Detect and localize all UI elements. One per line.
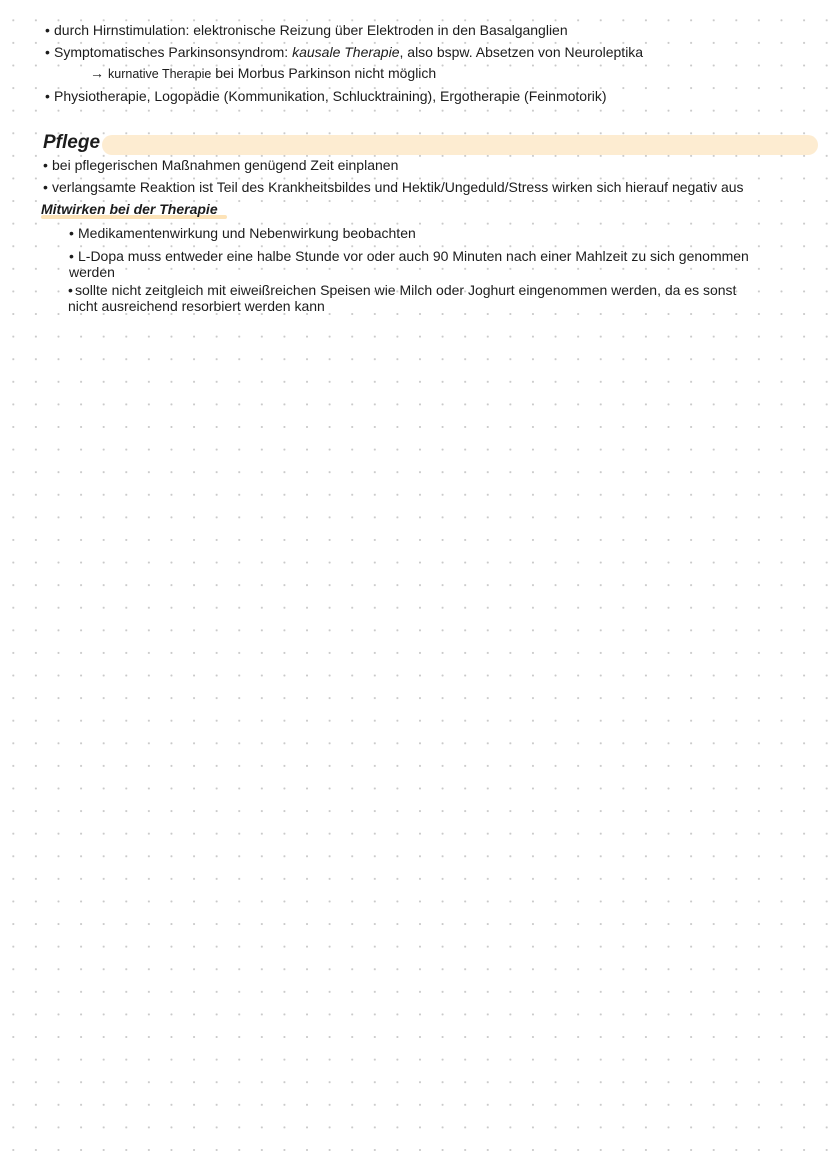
list-item [43,179,744,196]
list-item [45,88,607,105]
list-item [69,248,749,265]
pflege-item-text: verlangsamte Reaktion ist Teil des Krankheitsbildes und Hektik/Ungeduld/Stress wirken sich hierauf negativ aus [52,179,744,195]
bullet: • [45,22,50,38]
mitwirken-item-text: sollte nicht zeitgleich mit eiweißreichen Speisen wie Milch oder Joghurt eingenommen werden, da es sonst [75,282,737,298]
list-item [69,225,416,242]
list-item [45,22,568,39]
pflege-item-text: bei pflegerischen Maßnahmen genügend Zeit einplanen [52,157,399,173]
mitwirken-item-text: Medikamentenwirkung und Nebenwirkung beobachten [78,225,416,241]
bullet: • [43,179,48,195]
therapy-item-text: Symptomatisches Parkinsonsyndrom: [54,44,293,60]
therapy-item-text: , also bspw. Absetzen von Neuroleptika [399,44,644,60]
bullet: • [68,282,73,298]
therapy-item-text: durch Hirnstimulation: elektronische Reizung über Elektroden in den Basalganglien [54,22,568,38]
list-item-continuation: werden [69,264,115,280]
list-item [45,44,643,61]
right-arrow-icon: → [90,65,104,81]
subheading-mitwirken: Mitwirken bei der Therapie [41,201,218,217]
section-heading-pflege: Pflege [43,132,101,153]
arrow-note-text: bei Morbus Parkinson nicht möglich [211,65,437,81]
arrow-note-small-text: kurnative Therapie [108,67,212,81]
list-item-continuation: nicht ausreichend resorbiert werden kann [68,298,325,314]
bullet: • [69,248,74,264]
bullet: • [43,157,48,173]
arrow-note [90,65,436,83]
bullet: • [45,44,50,60]
list-item [68,282,736,299]
therapy-item-emphasis: kausale Therapie [292,44,400,60]
bullet: • [69,225,74,241]
therapy-item-text: Physiotherapie, Logopädie (Kommunikation, Schlucktraining), Ergotherapie (Feinmotorik) [54,88,607,104]
mitwirken-item-text: L-Dopa muss entweder eine halbe Stunde vor oder auch 90 Minuten nach einer Mahlzeit zu sich genommen [78,248,749,264]
list-item [43,157,398,174]
heading-highlight [102,135,818,155]
bullet: • [45,88,50,104]
